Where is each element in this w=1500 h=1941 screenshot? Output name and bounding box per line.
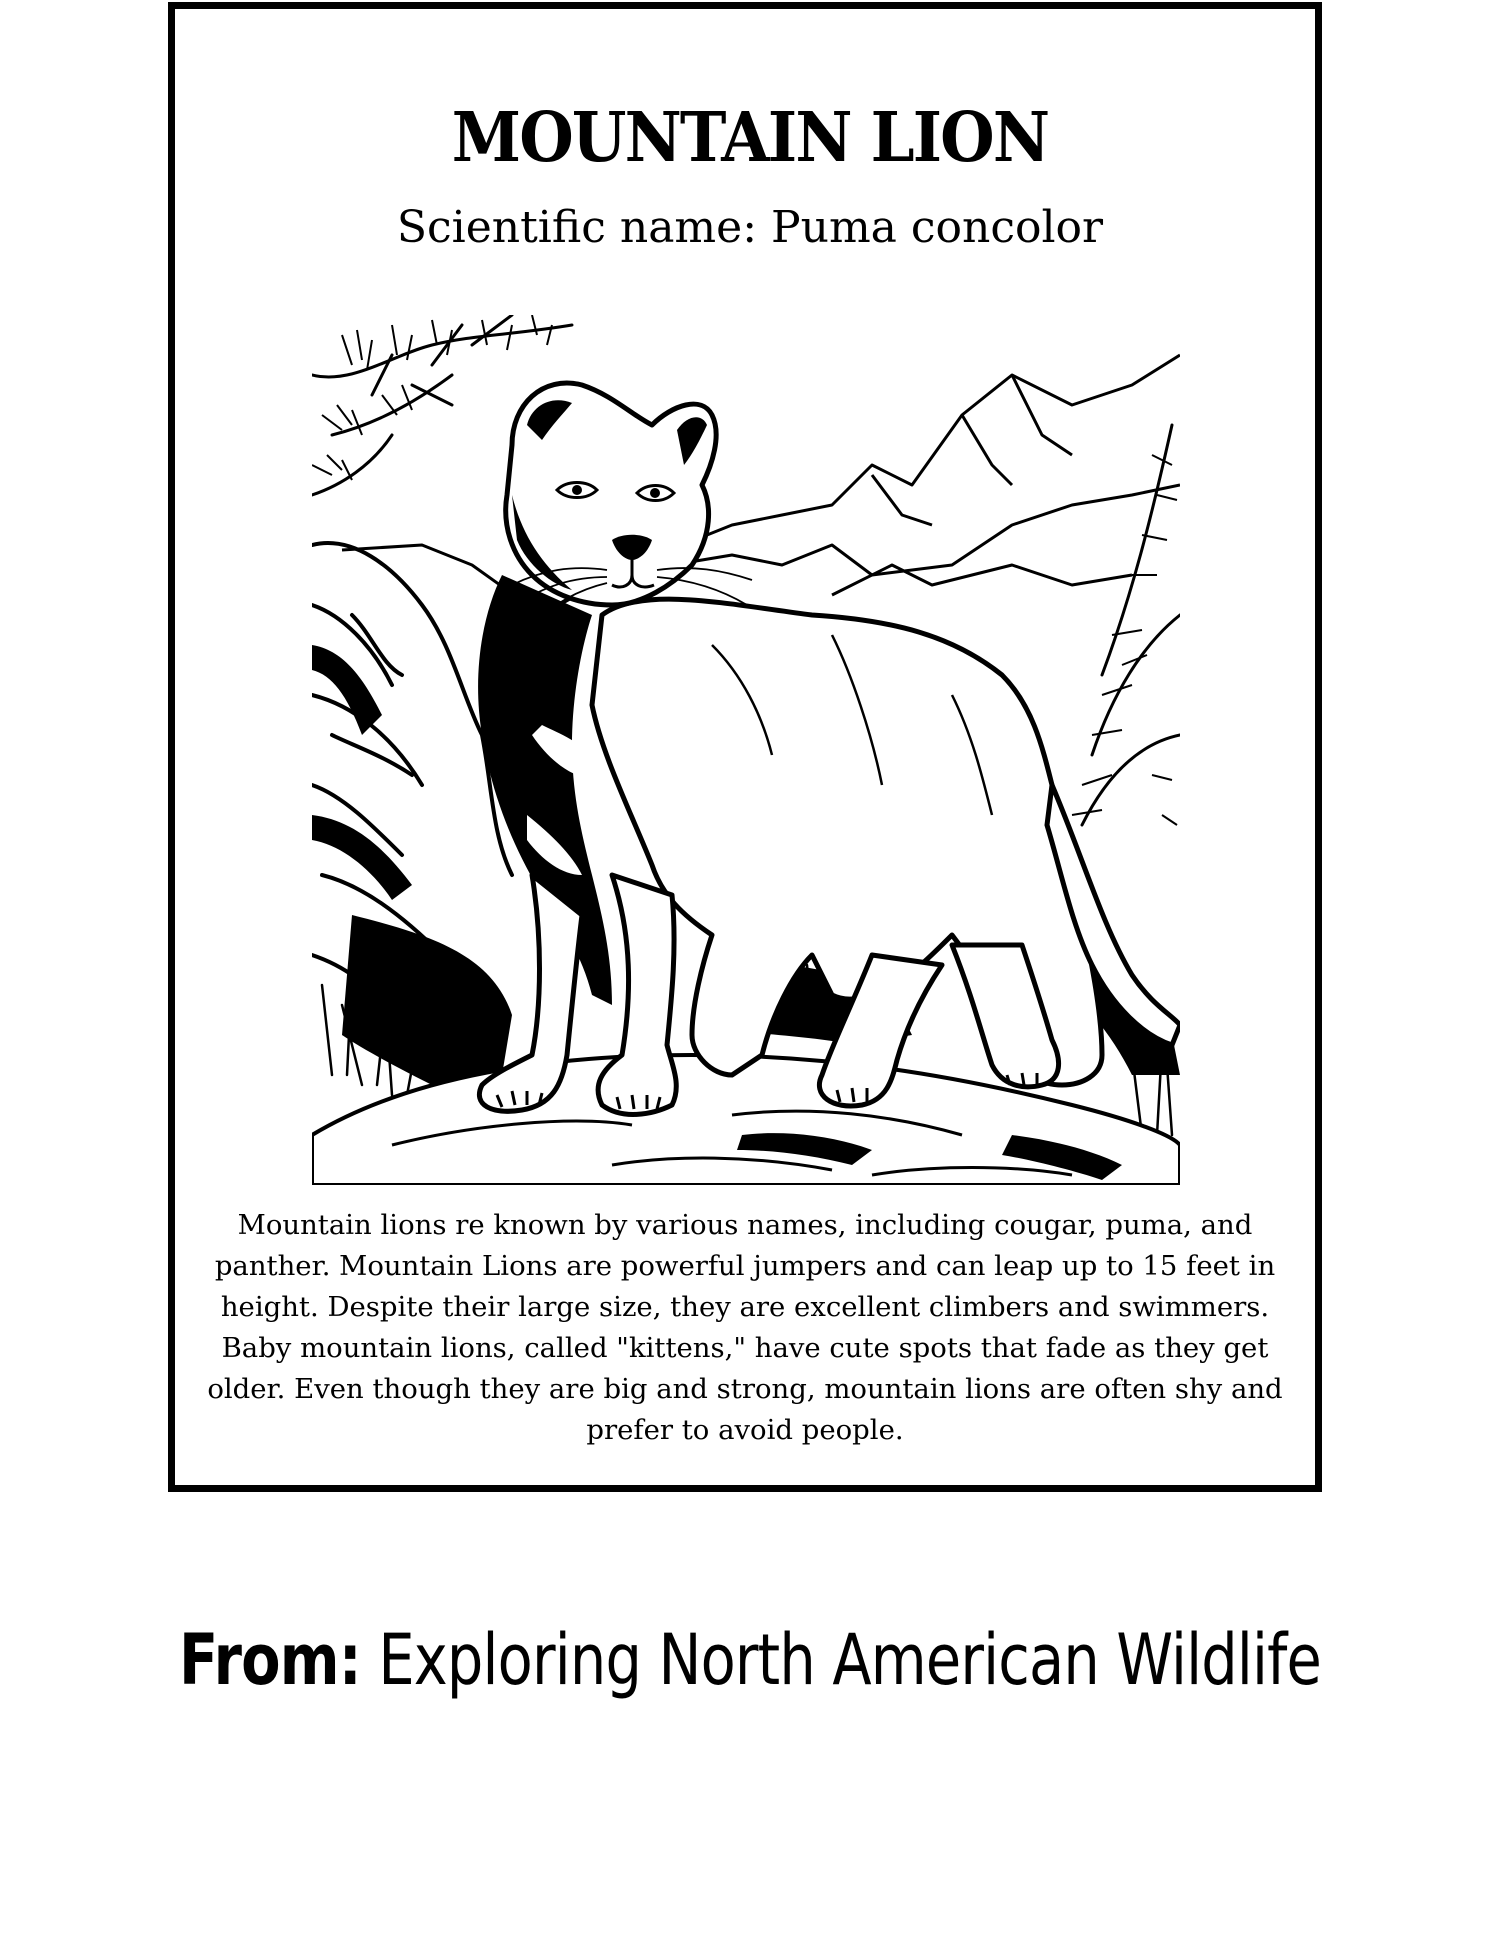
source-book: Exploring North American Wildlife bbox=[378, 1619, 1322, 1701]
page-title: MOUNTAIN LION bbox=[451, 98, 1049, 178]
scientific-name: Scientific name: Puma concolor bbox=[396, 202, 1104, 253]
source-lead: From: bbox=[178, 1619, 361, 1701]
description-paragraph bbox=[200, 1205, 1290, 1451]
source-line bbox=[135, 1615, 1365, 1705]
mountain-lion-illustration bbox=[312, 315, 1180, 1185]
description-text: Mountain lions re known by various names, including cougar, puma, and panther. Mountain Lions are powerful jumpers and can leap up to 15 feet in height. Despite their large size, they are excellent climbers and swimmers. Baby mountain lions, called "kittens," have cute spots that fade as they get older. Even though they are big and strong, mountain lions are often shy and prefer to avoid people. bbox=[207, 1209, 1283, 1446]
